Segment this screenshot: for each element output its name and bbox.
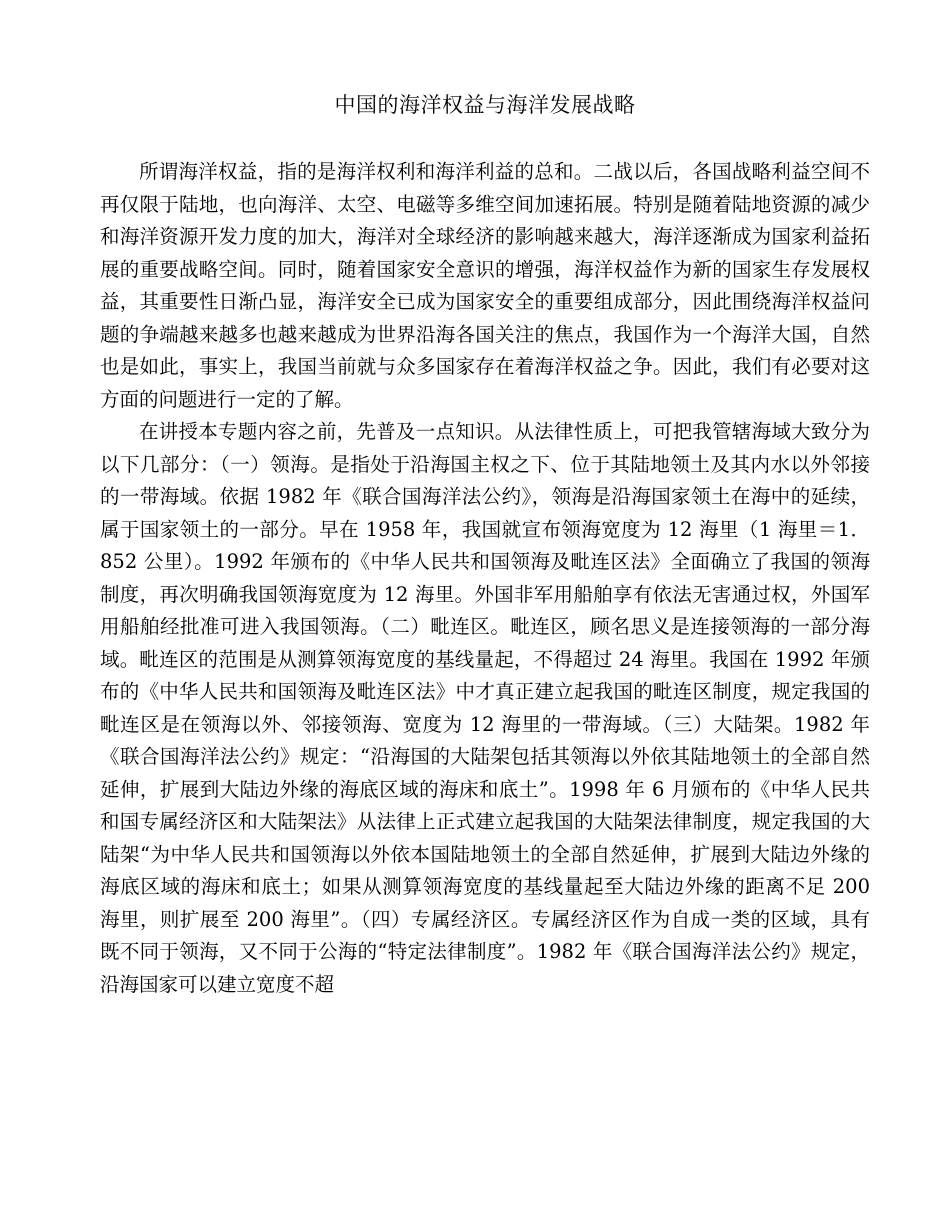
paragraph-maritime-zones: 在讲授本专题内容之前，先普及一点知识。从法律性质上，可把我管辖海域大致分为以下几部分：（一）领海。是指处于沿海国主权之下、位于其陆地领土及其内水以外邻接的一带海域。依据 1982 年《联合国海洋法公约》，领海是沿海国家领土在海中的延续，属于国家领土的一部分。早在 1958 年，我国就宣布领海宽度为 12 海里（1 海里＝1．852 公里）。1992 年颁布的《中华人民共和国领海及毗连区法》全面确立了我国的领海制度，再次明确我国领海宽度为 12 海里。外国非军用船舶享有依法无害通过权，外国军用船舶经批准可进入我国领海。（二）毗连区。毗连区，顾名思义是连接领海的一部分海域。毗连区的范围是从测算领海宽度的基线量起，不得超过 24 海里。我国在 1992 年颁布的《中华人民共和国领海及毗连区法》中才真正建立起我国的毗连区制度，规定我国的毗连区是在领海以外、邻接领海、宽度为 12 海里的一带海域。（三）大陆架。1982 年《联合国海洋法公约》规定：“沿海国的大陆架包括其领海以外依其陆地领土的全部自然延伸，扩展到大陆边外缘的海底区域的海床和底土”。1998 年 6 月颁布的《中华人民共和国专属经济区和大陆架法》从法律上正式建立起我国的大陆架法律制度，规定我国的大陆架“为中华人民共和国领海以外依本国陆地领土的全部自然延伸，扩展到大陆边外缘的海底区域的海床和底土；如果从测算领海宽度的基线量起至大陆边外缘的距离不足 200 海里，则扩展至 200 海里”。（四）专属经济区。专属经济区作为自成一类的区域，具有既不同于领海，又不同于公海的“特定法律制度”。1982 年《联合国海洋法公约》规定，沿海国家可以建立宽度不超 [100,420,870,996]
document-page [100,80,870,1001]
paragraph-maritime-rights-intro: 所谓海洋权益，指的是海洋权利和海洋利益的总和。二战以后，各国战略利益空间不再仅限于陆地，也向海洋、太空、电磁等多维空间加速拓展。特别是随着陆地资源的减少和海洋资源开发力度的加大，海洋对全球经济的影响越来越大，海洋逐渐成为国家利益拓展的重要战略空间。同时，随着国家安全意识的增强，海洋权益作为新的国家生存发展权益，其重要性日渐凸显，海洋安全已成为国家安全的重要组成部分，因此围绕海洋权益问题的争端越来越多也越来越成为世界沿海各国关注的焦点，我国作为一个海洋大国，自然也是如此，事实上，我国当前就与众多国家存在着海洋权益之争。因此，我们有必要对这方面的问题进行一定的了解。 [100,160,870,411]
document-title: 中国的海洋权益与海洋发展战略 [334,93,636,117]
